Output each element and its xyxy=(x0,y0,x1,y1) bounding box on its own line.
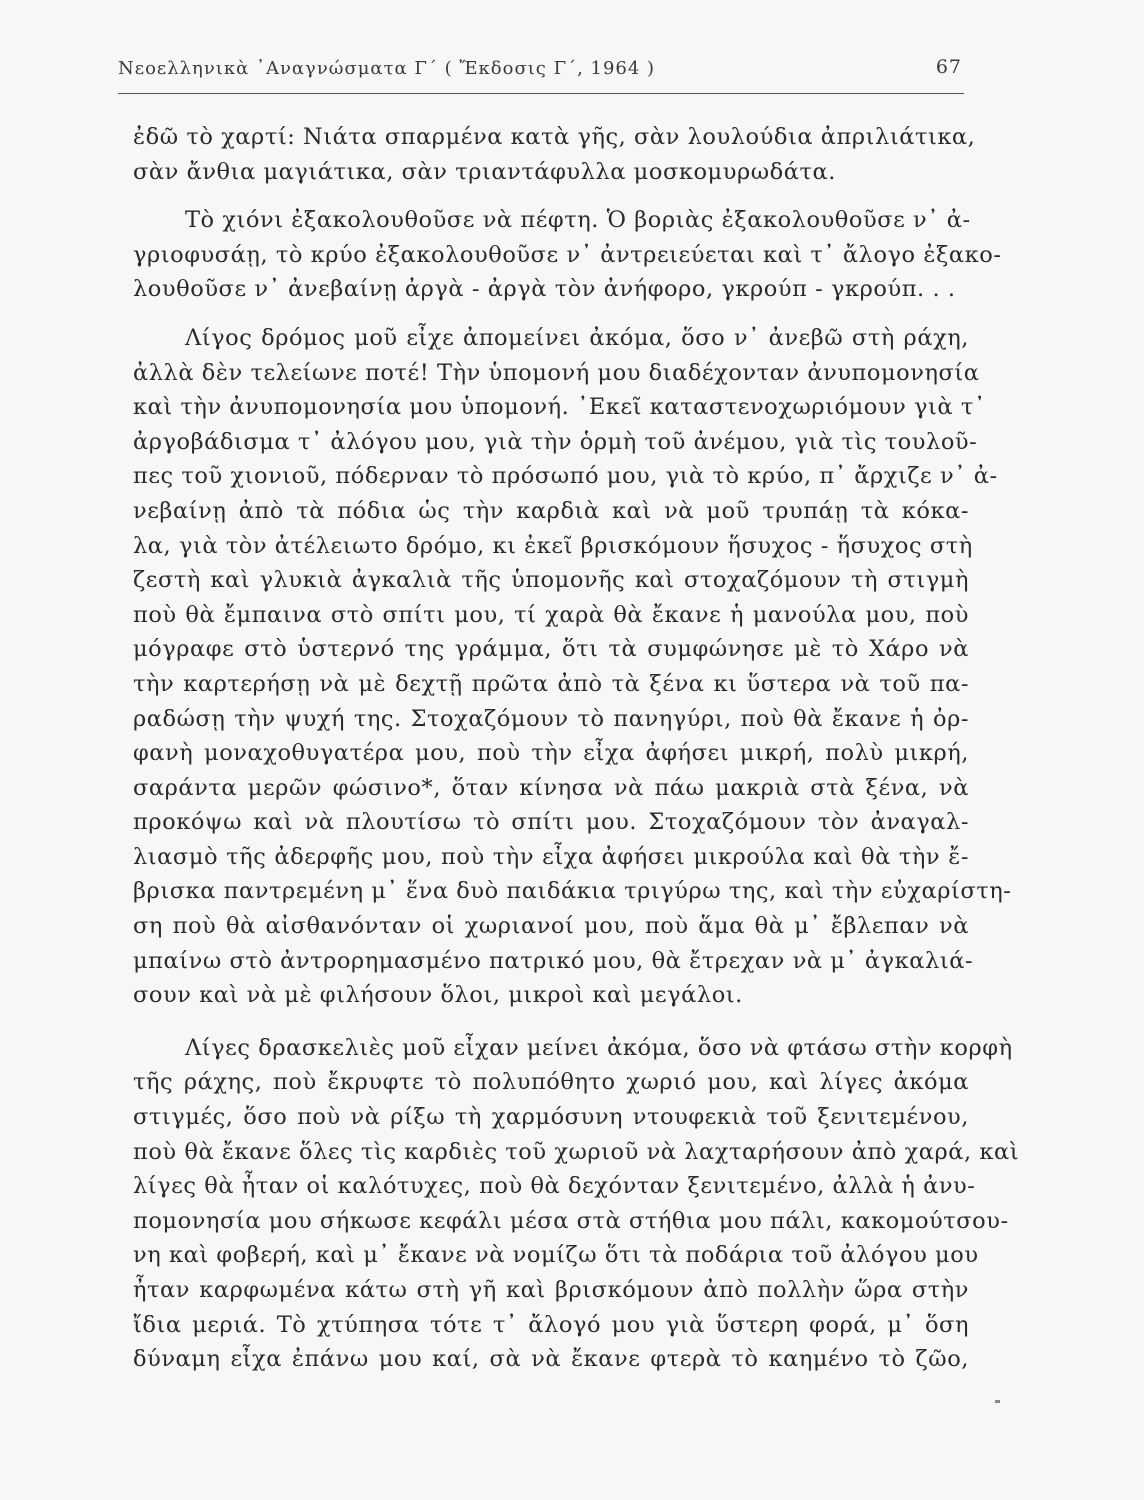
text-line: ἴδια μεριά. Τὸ χτύπησα τότε τ᾿ ἄλογό μου γιὰ ὕστερη φορά, μ᾿ ὅση xyxy=(133,1311,969,1338)
text-line: σουν καὶ νὰ μὲ φιλήσουν ὅλοι, μικροὶ καὶ μεγάλοι. xyxy=(133,982,743,1009)
text-line: στιγμές, ὅσο ποὺ νὰ ρίξω τὴ χαρμόσυνη ντουφεκιὰ τοῦ ξενιτεμένου, xyxy=(133,1104,969,1131)
text-line: σὰν ἄνθια μαγιάτικα, σὰν τριαντάφυλλα μοσκομυρωδάτα. xyxy=(133,158,836,185)
print-speck xyxy=(995,1400,1000,1403)
text-line: καὶ τὴν ἀνυπομονησία μου ὑπομονή. ᾿Εκεῖ καταστενοχωριόμουν γιὰ τ᾿ xyxy=(133,394,986,421)
text-line: ποὺ θὰ ἔκανε ὅλες τὶς καρδιὲς τοῦ χωριοῦ νὰ λαχταρήσουν ἀπὸ χαρά, καὶ xyxy=(133,1138,1020,1165)
text-line: λίγες θὰ ἦταν οἱ καλότυχες, ποὺ θὰ δεχόνταν ξενιτεμένο, ἀλλὰ ἡ ἀνυ- xyxy=(133,1173,976,1200)
running-header xyxy=(118,52,962,84)
text-line: πες τοῦ χιονιοῦ, πόδερναν τὸ πρόσωπό μου, γιὰ τὸ κρύο, π᾿ ἄρχιζε ν᾿ ἀ- xyxy=(133,463,998,490)
header-rule xyxy=(118,93,964,94)
text-line: Λίγος δρόμος μοῦ εἶχε ἀπομείνει ἀκόμα, ὅσο ν᾿ ἀνεβῶ στὴ ράχη, xyxy=(185,324,969,351)
text-line: προκόψω καὶ νὰ πλουτίσω τὸ σπίτι μου. Στοχαζόμουν τὸν ἀναγαλ- xyxy=(133,809,969,836)
text-line: νη καὶ φοβερή, καὶ μ᾿ ἔκανε νὰ νομίζω ὅτι τὰ ποδάρια τοῦ ἀλόγου μου xyxy=(133,1242,979,1269)
paragraph-gap xyxy=(133,1013,969,1031)
paragraph xyxy=(133,203,1002,307)
text-line: μόγραφε στὸ ὑστερνό της γράμμα, ὅτι τὰ συμφώνησε μὲ τὸ Χάρο νὰ xyxy=(133,636,969,663)
text-line: βρισκα παντρεμένη μ᾿ ἕνα δυὸ παιδάκια τριγύρω της, καὶ τὴν εὐχαρίστη- xyxy=(133,878,1012,905)
text-line: ραδώσῃ τὴν ψυχή της. Στοχαζόμουν τὸ πανηγύρι, ποὺ θὰ ἔκανε ἡ ὀρ- xyxy=(133,705,969,732)
text-line: ποὺ θὰ ἔμπαινα στὸ σπίτι μου, τί χαρὰ θὰ ἔκανε ἡ μανούλα μου, ποὺ xyxy=(133,601,969,628)
text-line: τῆς ράχης, ποὺ ἔκρυφτε τὸ πολυπόθητο χωριό μου, καὶ λίγες ἀκόμα xyxy=(133,1069,969,1096)
text-line: ἀλλὰ δὲν τελείωνε ποτέ! Τὴν ὑπομονή μου διαδέχονταν ἀνυπομονησία xyxy=(133,359,980,386)
text-line: πομονησία μου σήκωσε κεφάλι μέσα στὰ στήθια μου πάλι, κακομούτσου- xyxy=(133,1207,1009,1234)
text-line: λιασμὸ τῆς ἀδερφῆς μου, ποὺ τὴν εἶχα ἀφήσει μικρούλα καὶ θὰ τὴν ἔ- xyxy=(133,843,969,870)
text-line: λα, γιὰ τὸν ἀτέλειωτο δρόμο, κι ἐκεῖ βρισκόμουν ἥσυχος - ἥσυχος στὴ xyxy=(133,532,973,559)
text-line: νεβαίνῃ ἀπὸ τὰ πόδια ὡς τὴν καρδιὰ καὶ νὰ μοῦ τρυπάῃ τὰ κόκα- xyxy=(133,497,969,524)
text-line: Τὸ χιόνι ἐξακολουθοῦσε νὰ πέφτη. Ὁ βοριὰς ἐξακολουθοῦσε ν᾿ ἀ- xyxy=(185,207,971,234)
text-line: ἀργοβάδισμα τ᾿ ἀλόγου μου, γιὰ τὴν ὁρμὴ τοῦ ἀνέμου, γιὰ τὶς τουλοῦ- xyxy=(133,428,978,455)
text-line: τὴν καρτερήσῃ νὰ μὲ δεχτῇ πρῶτα ἀπὸ τὰ ξένα κι ὕστερα νὰ τοῦ πα- xyxy=(133,670,969,697)
text-line: ἐδῶ τὸ χαρτί: Νιάτα σπαρμένα κατὰ γῆς, σὰν λουλούδια ἀπριλιάτικα, xyxy=(133,124,976,150)
text-line: Λίγες δρασκελιὲς μοῦ εἶχαν μείνει ἀκόμα, ὅσο νὰ φτάσω στὴν κορφὴ xyxy=(185,1034,1013,1061)
text-line: σαράντα μερῶν φώσινο*, ὅταν κίνησα νὰ πάω μακριὰ στὰ ξένα, νὰ xyxy=(133,774,969,801)
text-line: φανὴ μοναχοθυγατέρα μου, ποὺ τὴν εἶχα ἀφήσει μικρή, πολὺ μικρή, xyxy=(133,740,969,767)
paragraph-gap xyxy=(133,189,969,203)
text-line: γριοφυσάῃ, τὸ κρύο ἐξακολουθοῦσε ν᾿ ἀντρειεύεται καὶ τ᾿ ἄλογο ἐξακο- xyxy=(133,241,1002,268)
text-line: ση ποὺ θὰ αἰσθανόνταν οἱ χωριανοί μου, ποὺ ἅμα θὰ μ᾿ ἔβλεπαν νὰ xyxy=(133,913,969,940)
text-line: μπαίνω στὸ ἀντρορημασμένο πατρικό μου, θὰ ἔτρεχαν νὰ μ᾿ ἀγκαλιά- xyxy=(133,947,974,974)
text-line: δύναμη εἶχα ἐπάνω μου καί, σὰ νὰ ἔκανε φτερὰ τὸ καημένο τὸ ζῶο, xyxy=(133,1346,969,1373)
running-title: Νεοελληνικὰ ᾿Αναγνώσματα Γ΄ ( Ἔκδοσις Γ΄, 1964 ) xyxy=(118,58,656,79)
text-line: λουθοῦσε ν᾿ ἀνεβαίνῃ ἀργὰ - ἀργὰ τὸν ἀνήφορο, γκρούπ - γκρούπ. . . xyxy=(133,276,956,303)
page-number: 67 xyxy=(935,56,962,78)
paragraph xyxy=(133,321,1012,1013)
paragraph-gap xyxy=(133,307,969,321)
paragraph xyxy=(133,120,976,189)
body-text xyxy=(133,120,1020,1377)
text-line: ζεστὴ καὶ γλυκιὰ ἀγκαλιὰ τῆς ὑπομονῆς καὶ στοχαζόμουν τὴ στιγμὴ xyxy=(133,567,969,594)
paragraph xyxy=(133,1031,1020,1377)
text-line: ἦταν καρφωμένα κάτω στὴ γῆ καὶ βρισκόμουν ἀπὸ πολλὴν ὥρα στὴν xyxy=(133,1277,969,1303)
